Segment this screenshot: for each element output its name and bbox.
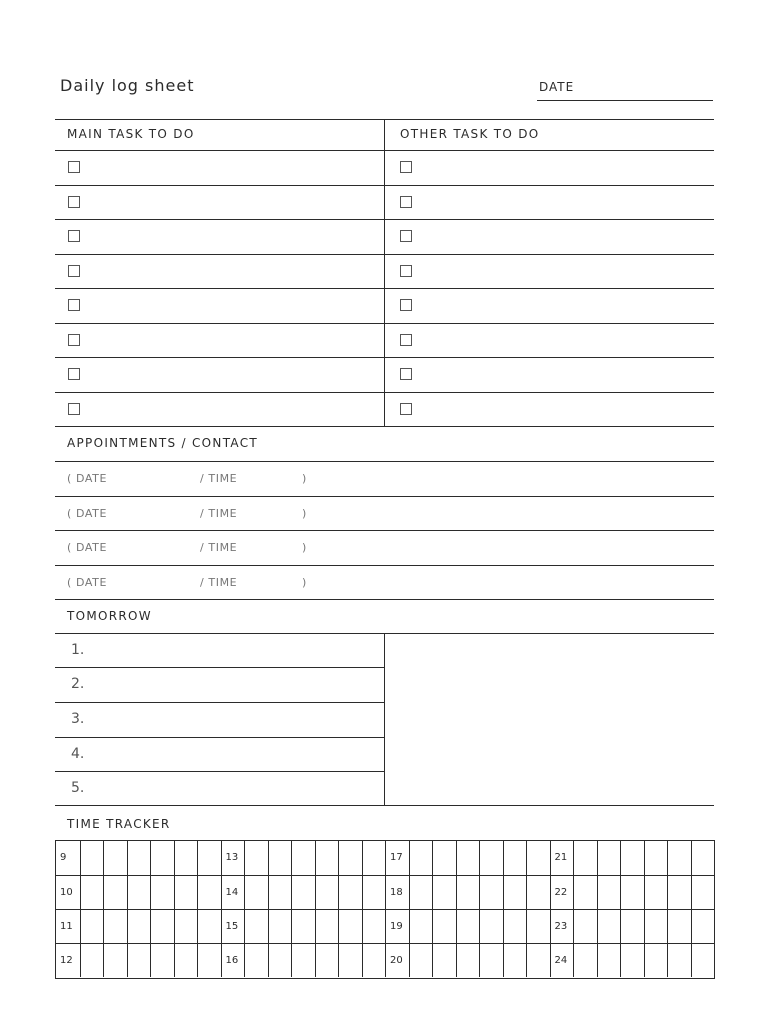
time-tracker-cell[interactable] <box>362 910 386 943</box>
time-tracker-cell[interactable] <box>150 841 174 875</box>
other-task-checkbox[interactable] <box>400 299 412 311</box>
time-tracker-cell[interactable] <box>268 876 292 909</box>
time-tracker-cell[interactable] <box>620 876 644 909</box>
time-tracker-cell[interactable] <box>479 841 503 875</box>
time-tracker-cell[interactable] <box>409 876 433 909</box>
time-tracker-cell[interactable] <box>174 876 198 909</box>
appointment-close: ) <box>302 541 307 554</box>
divider <box>55 565 714 566</box>
time-tracker-cell[interactable] <box>338 910 362 943</box>
time-tracker-cell[interactable] <box>80 841 104 875</box>
time-tracker-hour-label: 11 <box>60 921 73 932</box>
divider <box>55 771 384 772</box>
divider <box>55 530 714 531</box>
time-tracker-cell[interactable] <box>315 841 339 875</box>
time-tracker-cell[interactable] <box>597 910 621 943</box>
time-tracker-hour-label: 23 <box>550 910 574 943</box>
time-tracker-cell[interactable] <box>667 841 691 875</box>
time-tracker-cell[interactable] <box>503 876 527 909</box>
other-task-checkbox[interactable] <box>400 403 412 415</box>
divider <box>55 288 714 289</box>
time-tracker-cell[interactable] <box>150 944 174 977</box>
time-tracker-heading: TIME TRACKER <box>67 817 171 831</box>
time-tracker-hour-label: 19 <box>385 910 409 943</box>
time-tracker-hour-label: 15 <box>221 910 245 943</box>
main-task-checkbox[interactable] <box>68 265 80 277</box>
time-tracker-cell[interactable] <box>456 944 480 977</box>
time-tracker-grid <box>55 840 715 979</box>
time-tracker-hour-label: 20 <box>385 944 409 977</box>
time-tracker-cell[interactable] <box>667 910 691 943</box>
time-tracker-cell[interactable] <box>526 876 550 909</box>
time-tracker-cell[interactable] <box>691 910 715 943</box>
time-tracker-hour-label: 21 <box>550 841 574 875</box>
appointments-heading: APPOINTMENTS / CONTACT <box>67 436 259 450</box>
divider <box>55 496 714 497</box>
time-tracker-cell[interactable] <box>573 841 597 875</box>
time-tracker-cell[interactable] <box>338 876 362 909</box>
time-tracker-hour-label: 24 <box>550 944 574 977</box>
main-task-checkbox[interactable] <box>68 299 80 311</box>
time-tracker-hour-label: 22 <box>550 876 574 909</box>
date-field[interactable] <box>537 100 713 101</box>
time-tracker-row <box>56 841 714 875</box>
appointment-time[interactable]: / TIME <box>200 576 238 589</box>
tomorrow-heading: TOMORROW <box>67 609 152 623</box>
divider <box>55 805 714 806</box>
time-tracker-cell[interactable] <box>479 876 503 909</box>
appointment-date[interactable]: ( DATE <box>67 507 108 520</box>
date-label: DATE <box>539 80 575 94</box>
time-tracker-row <box>56 943 714 977</box>
other-task-heading: OTHER TASK TO DO <box>400 127 540 141</box>
time-tracker-cell[interactable] <box>503 944 527 977</box>
time-tracker-cell[interactable] <box>268 944 292 977</box>
other-task-checkbox[interactable] <box>400 368 412 380</box>
other-task-checkbox[interactable] <box>400 265 412 277</box>
tomorrow-item[interactable]: 3. <box>71 711 85 727</box>
time-tracker-cell[interactable] <box>174 910 198 943</box>
time-tracker-cell[interactable] <box>456 876 480 909</box>
divider <box>384 119 385 427</box>
time-tracker-cell[interactable] <box>127 841 151 875</box>
time-tracker-cell[interactable] <box>644 944 668 977</box>
divider <box>55 702 384 703</box>
divider <box>55 392 714 393</box>
time-tracker-cell[interactable] <box>197 876 221 909</box>
time-tracker-cell[interactable] <box>573 876 597 909</box>
time-tracker-row <box>56 875 714 909</box>
main-task-heading: MAIN TASK TO DO <box>67 127 195 141</box>
time-tracker-cell[interactable] <box>103 944 127 977</box>
time-tracker-cell[interactable] <box>409 841 433 875</box>
divider <box>55 254 714 255</box>
time-tracker-cell[interactable] <box>479 910 503 943</box>
time-tracker-cell[interactable] <box>362 944 386 977</box>
time-tracker-cell[interactable] <box>315 944 339 977</box>
time-tracker-cell[interactable] <box>362 876 386 909</box>
time-tracker-cell[interactable] <box>291 910 315 943</box>
time-tracker-cell[interactable] <box>409 910 433 943</box>
divider <box>55 357 714 358</box>
time-tracker-cell[interactable] <box>244 841 268 875</box>
main-task-checkbox[interactable] <box>68 161 80 173</box>
time-tracker-cell[interactable] <box>150 910 174 943</box>
time-tracker-cell[interactable] <box>315 876 339 909</box>
time-tracker-hour-label: 17 <box>385 841 409 875</box>
other-task-checkbox[interactable] <box>400 161 412 173</box>
main-task-checkbox[interactable] <box>68 403 80 415</box>
time-tracker-row <box>56 909 714 943</box>
time-tracker-cell[interactable] <box>362 841 386 875</box>
time-tracker-cell[interactable] <box>127 910 151 943</box>
time-tracker-cell[interactable] <box>432 841 456 875</box>
time-tracker-cell[interactable] <box>667 944 691 977</box>
time-tracker-cell[interactable] <box>597 841 621 875</box>
time-tracker-cell[interactable] <box>432 910 456 943</box>
time-tracker-cell[interactable] <box>127 944 151 977</box>
main-task-checkbox[interactable] <box>68 368 80 380</box>
time-tracker-cell[interactable] <box>338 841 362 875</box>
main-task-checkbox[interactable] <box>68 334 80 346</box>
time-tracker-cell[interactable] <box>644 910 668 943</box>
appointment-date[interactable]: ( DATE <box>67 541 108 554</box>
time-tracker-cell[interactable] <box>338 944 362 977</box>
appointment-time[interactable]: / TIME <box>200 507 238 520</box>
page-title: Daily log sheet <box>60 76 195 95</box>
time-tracker-cell[interactable] <box>644 876 668 909</box>
tomorrow-item[interactable]: 4. <box>71 746 85 762</box>
time-tracker-hour-label: 16 <box>221 944 245 977</box>
time-tracker-cell[interactable] <box>197 841 221 875</box>
time-tracker-cell[interactable] <box>291 876 315 909</box>
divider <box>55 426 714 427</box>
time-tracker-hour-label: 9 <box>60 852 67 863</box>
time-tracker-cell[interactable] <box>456 910 480 943</box>
time-tracker-cell[interactable] <box>150 876 174 909</box>
divider <box>55 185 714 186</box>
divider <box>55 599 714 600</box>
time-tracker-cell[interactable] <box>597 944 621 977</box>
divider <box>384 633 385 805</box>
time-tracker-cell[interactable] <box>620 944 644 977</box>
time-tracker-cell[interactable] <box>644 841 668 875</box>
time-tracker-cell[interactable] <box>197 910 221 943</box>
time-tracker-hour-label: 18 <box>385 876 409 909</box>
divider <box>55 667 384 668</box>
time-tracker-cell[interactable] <box>691 876 715 909</box>
time-tracker-cell[interactable] <box>103 841 127 875</box>
time-tracker-cell[interactable] <box>244 944 268 977</box>
time-tracker-cell[interactable] <box>620 841 644 875</box>
divider <box>55 323 714 324</box>
time-tracker-cell[interactable] <box>80 910 104 943</box>
time-tracker-cell[interactable] <box>197 944 221 977</box>
main-task-checkbox[interactable] <box>68 196 80 208</box>
time-tracker-cell[interactable] <box>409 944 433 977</box>
appointment-time[interactable]: / TIME <box>200 472 238 485</box>
time-tracker-cell[interactable] <box>291 841 315 875</box>
time-tracker-cell[interactable] <box>80 876 104 909</box>
time-tracker-cell[interactable] <box>667 876 691 909</box>
time-tracker-hour-label: 10 <box>60 887 73 898</box>
tomorrow-item[interactable]: 1. <box>71 642 85 658</box>
time-tracker-cell[interactable] <box>526 944 550 977</box>
time-tracker-cell[interactable] <box>291 944 315 977</box>
appointment-close: ) <box>302 576 307 589</box>
time-tracker-cell[interactable] <box>244 910 268 943</box>
time-tracker-cell[interactable] <box>268 841 292 875</box>
main-task-checkbox[interactable] <box>68 230 80 242</box>
time-tracker-cell[interactable] <box>526 910 550 943</box>
time-tracker-hour-label: 14 <box>221 876 245 909</box>
other-task-checkbox[interactable] <box>400 230 412 242</box>
appointment-time[interactable]: / TIME <box>200 541 238 554</box>
time-tracker-hour-label: 13 <box>221 841 245 875</box>
tomorrow-item[interactable]: 5. <box>71 780 85 796</box>
time-tracker-cell[interactable] <box>103 910 127 943</box>
time-tracker-cell[interactable] <box>432 876 456 909</box>
divider <box>55 737 384 738</box>
time-tracker-cell[interactable] <box>526 841 550 875</box>
time-tracker-cell[interactable] <box>174 841 198 875</box>
time-tracker-cell[interactable] <box>479 944 503 977</box>
time-tracker-cell[interactable] <box>432 944 456 977</box>
time-tracker-cell[interactable] <box>691 841 715 875</box>
time-tracker-cell[interactable] <box>268 910 292 943</box>
divider <box>55 461 714 462</box>
divider <box>55 219 714 220</box>
time-tracker-cell[interactable] <box>503 841 527 875</box>
other-task-checkbox[interactable] <box>400 196 412 208</box>
time-tracker-cell[interactable] <box>103 876 127 909</box>
tomorrow-item[interactable]: 2. <box>71 676 85 692</box>
appointment-date[interactable]: ( DATE <box>67 576 108 589</box>
other-task-checkbox[interactable] <box>400 334 412 346</box>
time-tracker-cell[interactable] <box>456 841 480 875</box>
appointment-close: ) <box>302 472 307 485</box>
time-tracker-cell[interactable] <box>573 910 597 943</box>
time-tracker-cell[interactable] <box>573 944 597 977</box>
appointment-close: ) <box>302 507 307 520</box>
time-tracker-cell[interactable] <box>174 944 198 977</box>
appointment-date[interactable]: ( DATE <box>67 472 108 485</box>
time-tracker-cell[interactable] <box>597 876 621 909</box>
time-tracker-cell[interactable] <box>80 944 104 977</box>
time-tracker-hour-label: 12 <box>60 955 73 966</box>
time-tracker-cell[interactable] <box>127 876 151 909</box>
time-tracker-cell[interactable] <box>244 876 268 909</box>
time-tracker-cell[interactable] <box>503 910 527 943</box>
time-tracker-cell[interactable] <box>620 910 644 943</box>
time-tracker-cell[interactable] <box>691 944 715 977</box>
time-tracker-cell[interactable] <box>315 910 339 943</box>
